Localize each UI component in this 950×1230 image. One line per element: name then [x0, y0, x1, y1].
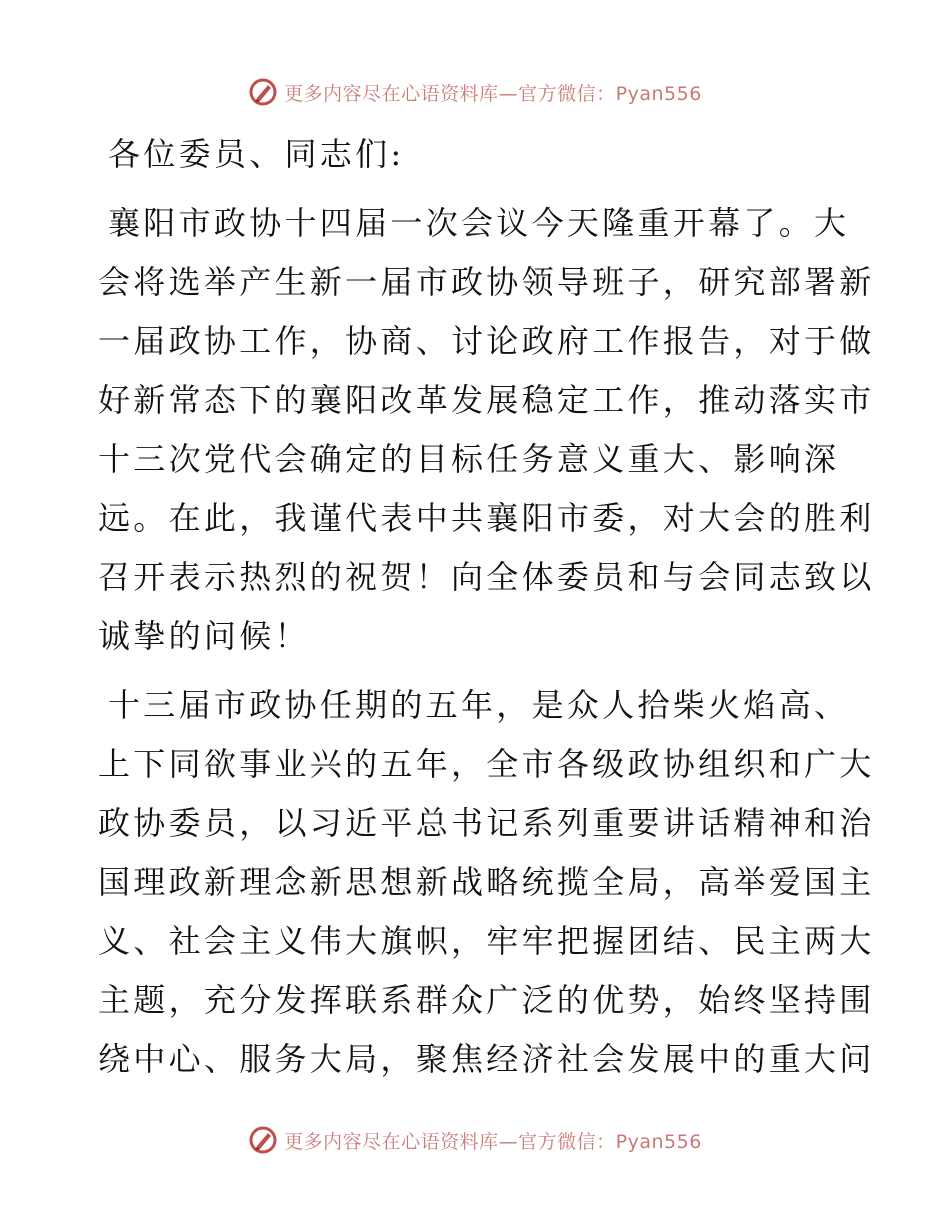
text-line: 义、社会主义伟大旗帜，牢牢把握团结、民主两大 — [98, 922, 875, 960]
watermark-banner-bottom — [0, 1120, 950, 1160]
text-line: 政协委员，以习近平总书记系列重要讲话精神和治 — [98, 804, 875, 842]
text-line: 十三次党代会确定的目标任务意义重大、影响深 — [98, 440, 840, 478]
text-line: 诚挚的问候！ — [98, 617, 310, 655]
pen-circle-logo-icon — [248, 77, 278, 107]
salutation: 各位委员、同志们: — [108, 135, 405, 173]
text-line: 会将选举产生新一届市政协领导班子，研究部署新 — [98, 263, 875, 301]
text-line: 主题，充分发挥联系群众广泛的优势，始终坚持围 — [98, 981, 875, 1019]
watermark-text: 更多内容尽在心语资料库—官方微信：Pyan556 — [284, 1130, 702, 1153]
text-line: 好新常态下的襄阳改革发展稳定工作，推动落实市 — [98, 381, 875, 419]
paragraph-1 — [98, 194, 875, 666]
paragraph-2 — [98, 676, 875, 1089]
text-line: 一届政协工作，协商、讨论政府工作报告，对于做 — [98, 322, 875, 360]
text-line: 国理政新理念新思想新战略统揽全局，高举爱国主 — [98, 863, 875, 901]
watermark-banner-top — [0, 72, 950, 112]
pen-circle-logo-icon — [248, 1125, 278, 1155]
text-line: 十三届市政协任期的五年，是众人拾柴火焰高、 — [108, 686, 850, 724]
watermark-text: 更多内容尽在心语资料库—官方微信：Pyan556 — [284, 82, 702, 105]
document-body — [98, 125, 875, 1089]
text-line: 召开表示热烈的祝贺！向全体委员和与会同志致以 — [98, 558, 875, 596]
text-line: 远。在此，我谨代表中共襄阳市委，对大会的胜利 — [98, 499, 875, 537]
text-line: 襄阳市政协十四届一次会议今天隆重开幕了。大 — [108, 204, 850, 242]
text-line: 绕中心、服务大局，聚焦经济社会发展中的重大问 — [98, 1040, 875, 1078]
text-line: 上下同欲事业兴的五年，全市各级政协组织和广大 — [98, 745, 875, 783]
